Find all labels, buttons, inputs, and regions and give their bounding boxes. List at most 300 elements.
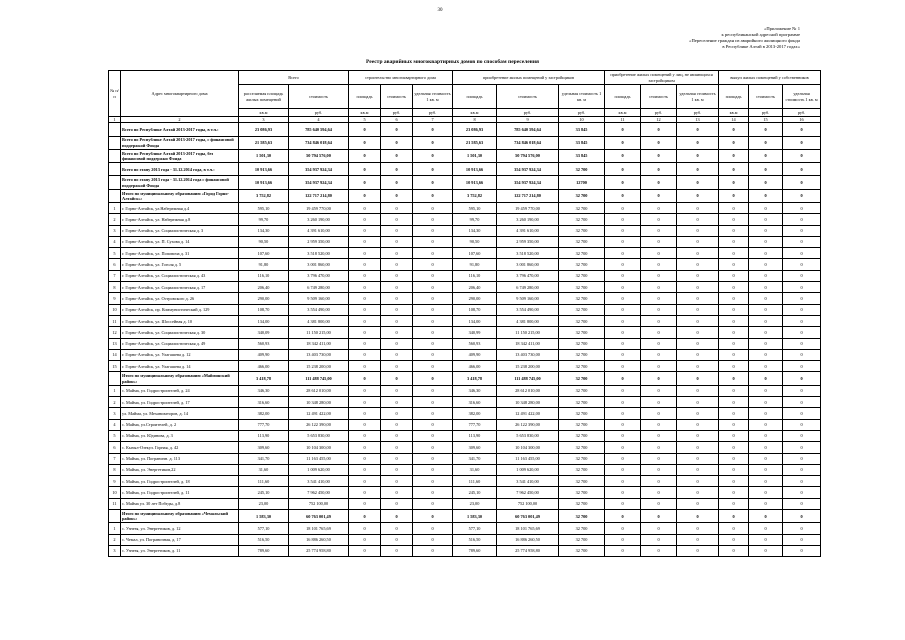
value-cell: 0 (413, 498, 453, 509)
header-unit-cost: удельная стоимость 1 кв. м (783, 85, 821, 109)
table-row (109, 453, 821, 464)
value-cell: 0 (413, 176, 453, 189)
address-cell: г. Горно-Алтайск, ул. Улагашева д. 12 (121, 349, 239, 360)
value-cell: 10 913,66 (239, 163, 289, 176)
value-cell: 0 (749, 327, 783, 338)
value-cell: 0 (783, 176, 821, 189)
value-cell: 0 (783, 476, 821, 487)
value-cell: 516,50 (239, 534, 289, 545)
value-cell: 3 541 410,00 (289, 476, 349, 487)
header-redemption: выкуп жилых помещений у собственников (719, 71, 821, 85)
value-cell: 0 (783, 259, 821, 270)
value-cell: 10 348 280,00 (289, 397, 349, 408)
unit-rub: руб. (559, 109, 605, 117)
table-row (109, 293, 821, 304)
value-cell: 0 (677, 136, 719, 149)
value-cell: 32 700 (559, 419, 605, 430)
unit-m2: кв.м (453, 109, 497, 117)
value-cell: 50 794 576,00 (497, 149, 559, 162)
value-cell: 0 (641, 259, 677, 270)
value-cell: 0 (749, 176, 783, 189)
header-unit-cost: удельная стоимость 1 кв. м (677, 85, 719, 109)
value-cell: 0 (783, 236, 821, 247)
value-cell: 4 381 800,00 (289, 315, 349, 326)
value-cell: 0 (783, 163, 821, 176)
value-cell: 0 (349, 270, 381, 281)
header-resettled-area: расселяемая площадь жилых помещений (239, 85, 289, 109)
value-cell: 32 700 (559, 385, 605, 396)
value-cell: 0 (413, 523, 453, 534)
value-cell: 0 (783, 315, 821, 326)
value-cell: 0 (641, 304, 677, 315)
value-cell: 32 700 (559, 372, 605, 385)
value-cell: 90,50 (239, 236, 289, 247)
value-cell: 0 (605, 270, 641, 281)
value-cell: 33 845 (559, 149, 605, 162)
value-cell: 0 (605, 338, 641, 349)
table-row (109, 259, 821, 270)
value-cell: 33 845 (559, 123, 605, 136)
address-cell: г. Горно-Алтайск, ул. Социалистическая д. 30 (121, 327, 239, 338)
value-cell: 1 583,30 (239, 510, 289, 523)
value-cell: 0 (641, 498, 677, 509)
value-cell: 0 (641, 176, 677, 189)
value-cell: 0 (749, 419, 783, 430)
value-cell: 0 (413, 270, 453, 281)
row-number-cell: 2 (109, 534, 121, 545)
value-cell: 0 (605, 304, 641, 315)
value-cell: 0 (719, 259, 749, 270)
value-cell: 0 (413, 464, 453, 475)
value-cell: 0 (749, 361, 783, 372)
value-cell: 0 (641, 236, 677, 247)
value-cell: 0 (677, 408, 719, 419)
value-cell: 1 583,30 (453, 510, 497, 523)
value-cell: 354 937 924,34 (497, 163, 559, 176)
value-cell: 10 913,66 (453, 176, 497, 189)
value-cell: 0 (719, 534, 749, 545)
value-cell: 113,90 (453, 430, 497, 441)
address-cell: с. Узнезя, ул. Энергетиков, д. 11 (121, 545, 239, 556)
value-cell: 0 (605, 419, 641, 430)
row-number-cell (109, 149, 121, 162)
value-cell: 0 (413, 259, 453, 270)
value-cell: 0 (677, 282, 719, 293)
summary-row (109, 163, 821, 176)
value-cell: 32 700 (559, 361, 605, 372)
value-cell: 0 (349, 487, 381, 498)
summary-row (109, 136, 821, 149)
value-cell: 0 (719, 214, 749, 225)
value-cell: 0 (605, 136, 641, 149)
value-cell: 26 122 390,00 (497, 419, 559, 430)
value-cell: 0 (381, 282, 413, 293)
value-cell: 0 (749, 214, 783, 225)
row-number-cell: 2 (109, 397, 121, 408)
value-cell: 0 (641, 293, 677, 304)
value-cell: 0 (641, 248, 677, 259)
unit-m2: кв.м (349, 109, 381, 117)
value-cell: 785 640 594,64 (289, 123, 349, 136)
value-cell: 0 (605, 464, 641, 475)
row-number-cell: 1 (109, 385, 121, 396)
value-cell: 0 (349, 248, 381, 259)
value-cell: 13 403 730,00 (289, 349, 349, 360)
address-cell: г. Горно-Алтайск, пр. Коммунистический д. 129 (121, 304, 239, 315)
value-cell: 0 (641, 408, 677, 419)
value-cell: 0 (381, 385, 413, 396)
value-cell: 13 403 730,00 (497, 349, 559, 360)
value-cell: 0 (719, 123, 749, 136)
value-cell: 0 (413, 163, 453, 176)
value-cell: 25 774 958,80 (289, 545, 349, 556)
value-cell: 0 (783, 442, 821, 453)
value-cell: 12 491 422,00 (497, 408, 559, 419)
value-cell: 0 (641, 487, 677, 498)
value-cell: 0 (783, 510, 821, 523)
header-total: Всего (239, 71, 349, 85)
value-cell: 0 (349, 453, 381, 464)
value-cell: 0 (677, 349, 719, 360)
value-cell: 0 (641, 282, 677, 293)
value-cell: 0 (381, 408, 413, 419)
value-cell: 0 (605, 361, 641, 372)
value-cell: 0 (413, 123, 453, 136)
unit-rub: руб. (289, 109, 349, 117)
value-cell: 0 (641, 225, 677, 236)
value-cell: 0 (641, 510, 677, 523)
value-cell: 354 937 924,34 (289, 176, 349, 189)
column-number: 5 (349, 117, 381, 123)
value-cell: 32 700 (559, 202, 605, 213)
value-cell: 0 (783, 534, 821, 545)
value-cell: 0 (413, 361, 453, 372)
value-cell: 0 (605, 408, 641, 419)
value-cell: 0 (413, 487, 453, 498)
address-cell: Всего по Республике Алтай 2013-2017 годы, без финансовой поддержки Фонда (121, 149, 239, 162)
value-cell: 382,00 (453, 408, 497, 419)
value-cell: 99,70 (239, 214, 289, 225)
value-cell: 0 (677, 510, 719, 523)
table-row (109, 498, 821, 509)
value-cell: 116,10 (239, 270, 289, 281)
value-cell: 26 122 390,00 (289, 419, 349, 430)
value-cell: 0 (719, 189, 749, 202)
value-cell: 0 (641, 534, 677, 545)
value-cell: 3 418,78 (453, 372, 497, 385)
value-cell: 3 796 470,00 (497, 270, 559, 281)
page-number: 30 (437, 8, 443, 13)
value-cell: 113,90 (239, 430, 289, 441)
table-row (109, 408, 821, 419)
value-cell: 0 (719, 385, 749, 396)
row-number-cell: 3 (109, 545, 121, 556)
value-cell: 0 (413, 327, 453, 338)
value-cell: 21 585,63 (239, 136, 289, 149)
value-cell: 0 (349, 163, 381, 176)
value-cell: 107,60 (453, 248, 497, 259)
unit-rub: руб. (413, 109, 453, 117)
unit-rub: руб. (749, 109, 783, 117)
value-cell: 0 (641, 361, 677, 372)
value-cell: 0 (605, 282, 641, 293)
value-cell: 0 (749, 236, 783, 247)
row-number-cell: 11 (109, 315, 121, 326)
value-cell: 0 (783, 270, 821, 281)
value-cell: 134,30 (453, 225, 497, 236)
value-cell: 10 913,66 (239, 176, 289, 189)
unit-rub: руб. (641, 109, 677, 117)
value-cell: 0 (381, 293, 413, 304)
value-cell: 28 612 010,00 (497, 385, 559, 396)
value-cell: 0 (381, 442, 413, 453)
value-cell: 340,09 (239, 327, 289, 338)
value-cell: 134,00 (239, 315, 289, 326)
value-cell: 0 (677, 270, 719, 281)
address-cell: г. Горно-Алтайск, ул. Социалистическая д. 49 (121, 338, 239, 349)
value-cell: 99,70 (453, 214, 497, 225)
value-cell: 116,10 (453, 270, 497, 281)
value-cell: 0 (381, 225, 413, 236)
header-acquisition-other: приобретение жилых помещений у лиц, не являющихся застройщиком (605, 71, 719, 85)
value-cell: 0 (605, 442, 641, 453)
value-cell: 32 700 (559, 487, 605, 498)
value-cell: 0 (641, 214, 677, 225)
value-cell: 290,00 (453, 293, 497, 304)
value-cell: 0 (719, 442, 749, 453)
value-cell: 0 (349, 361, 381, 372)
address-cell: Итого по муниципальному образованию «Чемальский район»: (121, 510, 239, 523)
value-cell: 0 (349, 510, 381, 523)
value-cell: 0 (349, 349, 381, 360)
value-cell: 0 (349, 523, 381, 534)
value-cell: 0 (605, 149, 641, 162)
value-cell: 134,30 (239, 225, 289, 236)
value-cell: 0 (349, 202, 381, 213)
value-cell: 111 488 745,00 (497, 372, 559, 385)
value-cell: 0 (749, 225, 783, 236)
value-cell: 0 (381, 430, 413, 441)
value-cell: 0 (605, 487, 641, 498)
value-cell: 32 700 (559, 315, 605, 326)
value-cell: 0 (749, 149, 783, 162)
value-cell: 32 700 (559, 293, 605, 304)
table-row (109, 545, 821, 556)
value-cell: 0 (381, 136, 413, 149)
value-cell: 0 (677, 487, 719, 498)
value-cell: 0 (349, 534, 381, 545)
value-cell: 0 (677, 419, 719, 430)
value-cell: 0 (349, 259, 381, 270)
value-cell: 3 796 470,00 (289, 270, 349, 281)
value-cell: 409,90 (453, 349, 497, 360)
value-cell: 0 (783, 372, 821, 385)
row-number-cell: 11 (109, 498, 121, 509)
value-cell: 595,10 (239, 202, 289, 213)
value-cell: 0 (349, 123, 381, 136)
value-cell: 466,00 (239, 361, 289, 372)
value-cell: 0 (749, 487, 783, 498)
address-cell: г. Горно-Алтайск, ул. Набережная д.8 (121, 214, 239, 225)
value-cell: 0 (719, 498, 749, 509)
value-cell: 0 (749, 189, 783, 202)
value-cell: 0 (605, 453, 641, 464)
value-cell: 0 (605, 545, 641, 556)
table-row (109, 534, 821, 545)
value-cell: 0 (641, 338, 677, 349)
value-cell: 32 700 (559, 408, 605, 419)
value-cell: 560,93 (239, 338, 289, 349)
value-cell: 32 700 (559, 259, 605, 270)
value-cell: 0 (719, 419, 749, 430)
column-number: 2 (121, 117, 239, 123)
value-cell: 0 (749, 282, 783, 293)
value-cell: 0 (677, 385, 719, 396)
table-row (109, 464, 821, 475)
value-cell: 32 700 (559, 510, 605, 523)
value-cell: 0 (719, 248, 749, 259)
table-row (109, 430, 821, 441)
value-cell: 3 260 190,00 (497, 214, 559, 225)
value-cell: 0 (783, 304, 821, 315)
value-cell: 0 (749, 338, 783, 349)
value-cell: 3 752,82 (453, 189, 497, 202)
value-cell: 0 (381, 315, 413, 326)
value-cell: 0 (749, 510, 783, 523)
value-cell: 0 (381, 236, 413, 247)
value-cell: 0 (413, 419, 453, 430)
table-row (109, 248, 821, 259)
value-cell: 0 (413, 189, 453, 202)
value-cell: 0 (641, 397, 677, 408)
value-cell: 789,60 (239, 545, 289, 556)
value-cell: 0 (349, 338, 381, 349)
value-cell: 0 (605, 476, 641, 487)
value-cell: 0 (381, 476, 413, 487)
value-cell: 0 (605, 327, 641, 338)
value-cell: 2 959 350,00 (289, 236, 349, 247)
value-cell: 0 (605, 430, 641, 441)
address-cell: ул. Майма, ул. Механизаторов, д. 14 (121, 408, 239, 419)
value-cell: 0 (641, 327, 677, 338)
value-cell: 32 700 (559, 523, 605, 534)
value-cell: 0 (349, 189, 381, 202)
column-number: 1 (109, 117, 121, 123)
value-cell: 0 (381, 163, 413, 176)
value-cell: 0 (605, 510, 641, 523)
value-cell: 25 774 958,80 (497, 545, 559, 556)
value-cell: 0 (605, 248, 641, 259)
value-cell: 91,80 (453, 259, 497, 270)
value-cell: 0 (413, 236, 453, 247)
row-number-cell (109, 163, 121, 176)
row-number-cell (109, 372, 121, 385)
value-cell: 0 (719, 282, 749, 293)
value-cell: 0 (749, 270, 783, 281)
row-number-cell (109, 189, 121, 202)
value-cell: 0 (349, 385, 381, 396)
address-cell: г. Горно-Алтайск, ул.Набережная д.4 (121, 202, 239, 213)
summary-row (109, 372, 821, 385)
value-cell: 0 (413, 545, 453, 556)
appendix-note (580, 26, 800, 50)
value-cell: 0 (783, 248, 821, 259)
value-cell: 0 (749, 498, 783, 509)
value-cell: 777,70 (453, 419, 497, 430)
value-cell: 0 (749, 442, 783, 453)
value-cell: 0 (677, 361, 719, 372)
value-cell: 0 (783, 487, 821, 498)
row-number-cell: 1 (109, 202, 121, 213)
value-cell: 0 (349, 315, 381, 326)
value-cell: 309,60 (239, 442, 289, 453)
value-cell: 0 (381, 270, 413, 281)
value-cell: 3 260 190,00 (289, 214, 349, 225)
row-number-cell: 8 (109, 282, 121, 293)
address-cell: с. Майма, ул.Строителей, д. 2 (121, 419, 239, 430)
row-number-cell: 10 (109, 487, 121, 498)
value-cell: 0 (783, 545, 821, 556)
value-cell: 0 (783, 453, 821, 464)
value-cell: 0 (719, 510, 749, 523)
value-cell: 0 (349, 498, 381, 509)
value-cell: 0 (719, 372, 749, 385)
row-number-cell: 9 (109, 476, 121, 487)
value-cell: 0 (719, 327, 749, 338)
value-cell: 516,50 (453, 534, 497, 545)
value-cell: 0 (641, 476, 677, 487)
summary-row (109, 189, 821, 202)
value-cell: 0 (381, 149, 413, 162)
value-cell: 0 (605, 397, 641, 408)
address-cell: г. Горно-Алтайск, ул. Островского д. 26 (121, 293, 239, 304)
header-cost: стоимость (381, 85, 413, 109)
row-number-cell: 2 (109, 214, 121, 225)
value-cell: 4 381 800,00 (497, 315, 559, 326)
value-cell: 0 (413, 408, 453, 419)
value-cell: 0 (349, 136, 381, 149)
value-cell: 0 (605, 293, 641, 304)
value-cell: 0 (719, 149, 749, 162)
value-cell: 0 (641, 385, 677, 396)
value-cell: 0 (381, 397, 413, 408)
value-cell: 0 (677, 453, 719, 464)
value-cell: 206,40 (453, 282, 497, 293)
table-row (109, 419, 821, 430)
value-cell: 0 (783, 419, 821, 430)
value-cell: 7 962 450,00 (289, 487, 349, 498)
value-cell: 0 (413, 202, 453, 213)
value-cell: 0 (605, 523, 641, 534)
value-cell: 0 (677, 372, 719, 385)
value-cell: 0 (783, 385, 821, 396)
appendix-line: к республиканской адресной программе (721, 32, 800, 37)
value-cell: 0 (783, 523, 821, 534)
value-cell: 0 (783, 327, 821, 338)
header-num: № п/п (109, 71, 121, 117)
table-row (109, 236, 821, 247)
value-cell: 0 (749, 464, 783, 475)
value-cell: 0 (677, 338, 719, 349)
address-cell: г. Горно-Алтайск, ул. П. Сухова д. 14 (121, 236, 239, 247)
address-cell: г. Горно-Алтайск, ул. Гоголя д. 5 (121, 259, 239, 270)
value-cell: 0 (349, 419, 381, 430)
value-cell: 0 (381, 338, 413, 349)
value-cell: 0 (413, 476, 453, 487)
value-cell: 0 (719, 349, 749, 360)
value-cell: 0 (381, 545, 413, 556)
address-cell: г. Горно-Алтайск, ул. Улагашева д. 14 (121, 361, 239, 372)
